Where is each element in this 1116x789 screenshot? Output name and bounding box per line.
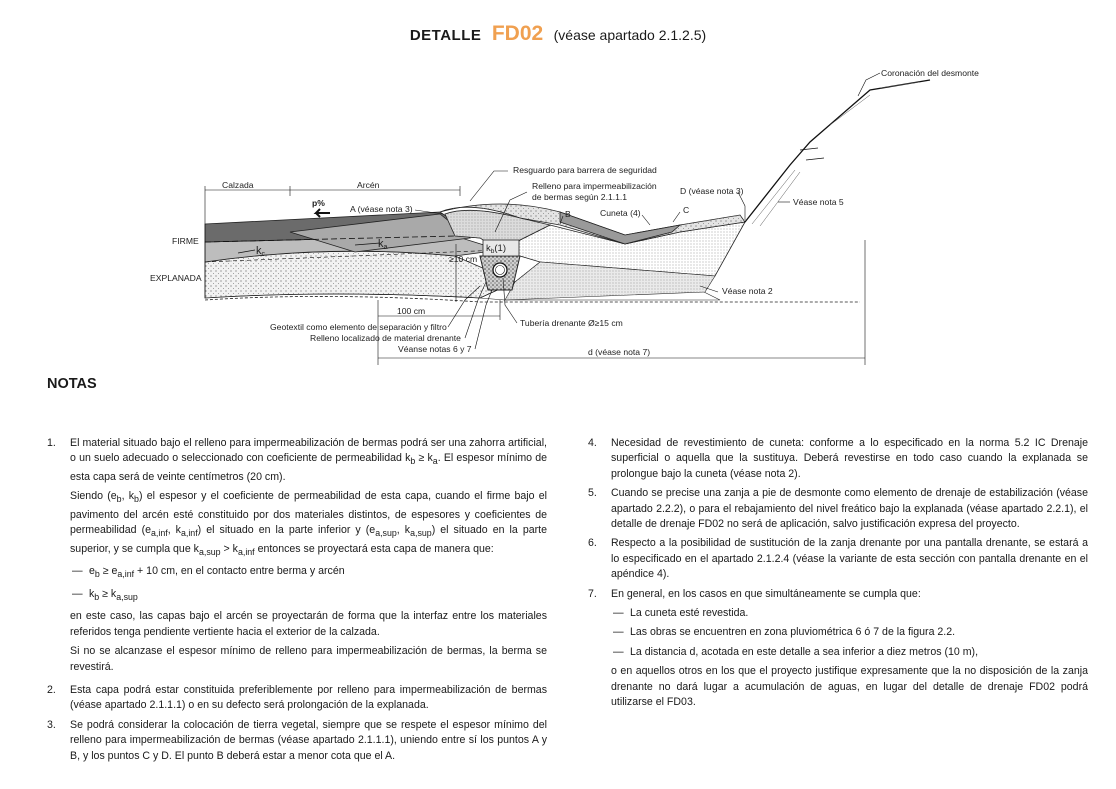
- note-5-text: Cuando se precise una zanja a pie de desmonte como elemento de drenaje de estabilización (véase apartado 2.2.2), o para el rebajamiento del nivel freático bajo la explanada (véase apartado 2.2.1), el detalle de drenaje FD02 no será de aplicación, salvo justificación expresa del proyecto.: [611, 487, 1088, 531]
- label-relleno-2: de bermas según 2.1.1.1: [532, 192, 628, 202]
- note-4: [588, 436, 1088, 482]
- title-code: FD02: [491, 22, 544, 45]
- label-kb: $k_b(1)$: [486, 243, 506, 255]
- note-1-paragraph-1: El material situado bajo el relleno para impermeabilización de bermas podrá ser una zahorra artificial, o un suelo adecuado o seleccionado con coeficiente de permeabilidad $k_b \ge k_a$. El espesor mínimo de esta capa será de veinte centímetros (20 cm).: [70, 437, 547, 483]
- note-7: [588, 587, 1088, 715]
- label-firme: FIRME: [172, 236, 199, 246]
- notes-left-column: [47, 436, 547, 768]
- note-7-dash-item: — La cuneta esté revestida.: [613, 607, 749, 620]
- label-calzada: Calzada: [222, 180, 254, 190]
- note-3: [47, 718, 547, 764]
- label-ka: ka: [378, 238, 388, 251]
- note-number: 5.: [588, 487, 597, 500]
- label-explanada: EXPLANADA: [150, 273, 202, 283]
- label-d-nota7: d (véase nota 7): [588, 347, 651, 357]
- title-reference: (véase apartado 2.1.2.5): [553, 27, 707, 43]
- note-4-text: Necesidad de revestimiento de cuneta: conforme a lo especificado en la norma 5.2 IC Drenaje superficial o aquella que la sustituya. Deberá revestirse en todo caso cuando la explanada se prolongue bajo la cuneta (véase nota 2).: [611, 437, 1088, 480]
- label-geotextil: Geotextil como elemento de separación y filtro: [270, 322, 447, 332]
- title-label: DETALLE: [409, 27, 482, 44]
- note-7-outro: o en aquellos otros en los que el proyecto justifique expresamente que la no disposición de la zanja drenante no dará lugar a acumulación de aguas, en lugar del detalle de drenaje FD02 podrá utilizarse el FD03.: [611, 665, 1088, 709]
- note-5: [588, 486, 1088, 532]
- note-number: 4.: [588, 437, 597, 449]
- notes-right-column: [588, 436, 1088, 719]
- note-1-dash-item-2: — $k_b \ge k_{a,sup}$: [72, 587, 138, 602]
- note-2: [47, 683, 547, 714]
- label-ge10: ≥10 cm: [449, 254, 478, 264]
- note-1-paragraph-2: Siendo ($e_b$, $k_b$) el espesor y el coeficiente de permeabilidad de esta capa, cuando el firme bajo el pavimento del arcén esté constituido por dos materiales distintos, de espesores y coeficientes de permeabilidad ($e_{a,inf}$, $k_{a,inf}$) el situado en la parte inferior y ($e_{a,sup}$, $k_{a,sup}$) el situado en la parte superior, y se cumpla que $k_{a,sup} > k_{a,inf}$ entonces se proyectará esta capa de manera que:: [70, 490, 547, 557]
- label-cuneta: Cuneta (4): [600, 208, 641, 218]
- note-6-text: Respecto a la posibilidad de sustitución de la zanja drenante por una pantalla drenante, se estará a lo especificado en el apartado 2.1.2.4 (véase la variante de esta sección con pantalla drenante en el apéndice 4).: [611, 537, 1088, 581]
- note-7-dash-item: — Las obras se encuentren en zona pluviométrica 6 ó 7 de la figura 2.2.: [613, 626, 956, 639]
- note-2-text: Esta capa podrá estar constituida preferiblemente por relleno para impermeabilización de bermas (véase apartado 2.1.1.1) o en su defecto será prolongación de la explanada.: [70, 683, 547, 712]
- label-tuberia: Tubería drenante Ø≥15 cm: [520, 318, 623, 328]
- note-3-text: Se podrá considerar la colocación de tierra vegetal, siempre que se respete el espesor mínimo del relleno para impermeabilización de bermas (véase apartado 2.1.1.1), uniendo entre sí los puntos A y B, y los puntos C y D. El punto B deberá estar a menor cota que el A.: [70, 718, 547, 762]
- label-kc: kc: [256, 245, 265, 258]
- label-relleno-local: Relleno localizado de material drenante: [310, 333, 461, 343]
- note-6: [588, 536, 1088, 582]
- note-1-dash-item-1: — $e_b \ge e_{a,inf} + 10$ cm, en el contacto entre berma y arcén: [72, 565, 345, 580]
- note-number: 3.: [47, 718, 56, 731]
- label-arcen: Arcén: [357, 180, 380, 190]
- detail-title: [0, 22, 1116, 46]
- label-relleno-1: Relleno para impermeabilización: [532, 181, 657, 191]
- label-pct: p%: [312, 198, 325, 208]
- note-1-paragraph-4: Si no se alcanzase el espesor mínimo de relleno para impermeabilización de bermas, la berma se revestirá.: [70, 645, 547, 673]
- note-number: 1.: [47, 437, 56, 449]
- note-number: 6.: [588, 537, 597, 550]
- label-resguardo: Resguardo para barrera de seguridad: [513, 165, 657, 175]
- label-notas67: Véanse notas 6 y 7: [398, 344, 472, 354]
- slope-break: [800, 148, 824, 160]
- label-nota2: Véase nota 2: [722, 286, 773, 296]
- note-1-paragraph-3: en este caso, las capas bajo el arcén se proyectarán de forma que la interfaz entre los materiales referidos tenga pendiente vertiente hacia el exterior de la calzada.: [70, 610, 547, 638]
- note-number: 7.: [588, 587, 597, 600]
- label-coronacion: Coronación del desmonte: [881, 68, 979, 78]
- label-point-a: A (véase nota 3): [350, 204, 413, 214]
- note-7-dash-item: — La distancia d, acotada en este detalle a sea inferior a diez metros (10 m),: [613, 645, 979, 658]
- notes-heading: NOTAS: [47, 376, 97, 392]
- cross-section-diagram: [140, 60, 1000, 365]
- label-point-c: C: [683, 205, 690, 215]
- label-nota5: Véase nota 5: [793, 197, 844, 207]
- note-number: 2.: [47, 683, 56, 696]
- label-100cm: 100 cm: [397, 306, 426, 316]
- note-7-intro: En general, en los casos en que simultáneamente se cumpla que:: [611, 587, 921, 600]
- label-point-d: D (véase nota 3): [680, 186, 744, 196]
- label-point-b: B: [565, 209, 571, 219]
- drain-pipe: [493, 263, 507, 277]
- note-1: [47, 436, 547, 679]
